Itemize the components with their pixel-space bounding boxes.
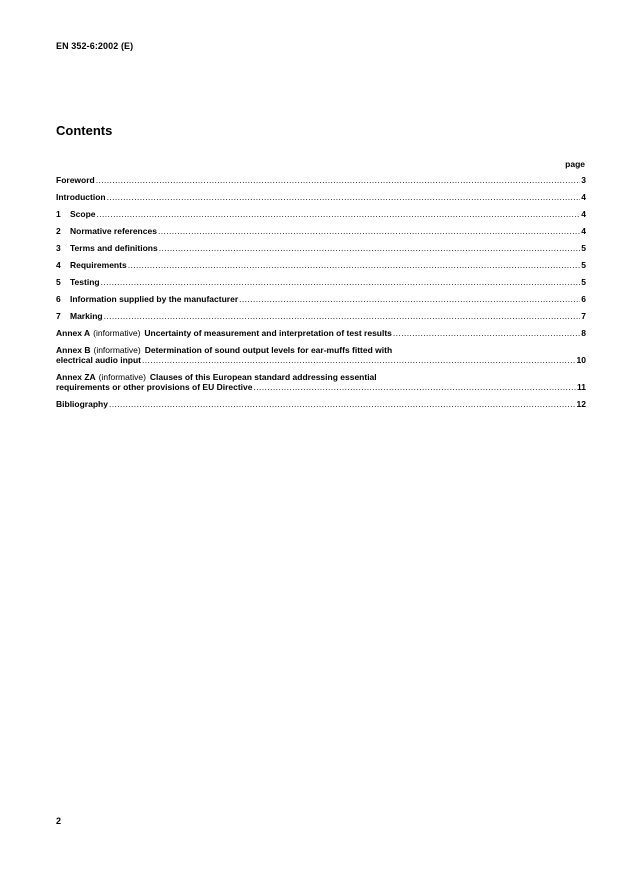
toc-entry-information-supplied[interactable] — [56, 294, 586, 304]
dot-leader — [104, 311, 581, 321]
toc-entry-label: Bibliography — [56, 399, 108, 409]
dot-leader — [254, 382, 577, 392]
annex-name: Annex ZA — [56, 372, 96, 382]
toc-entry-number: 6 — [56, 294, 61, 304]
toc-entry-number: 4 — [56, 260, 61, 270]
annex-title: Uncertainty of measurement and interpretation of test results — [144, 328, 392, 338]
toc-entry-number: 7 — [56, 311, 61, 321]
annex-title-line2: requirements or other provisions of EU Directive — [56, 382, 253, 392]
toc-entry-label: Testing — [70, 277, 100, 287]
dot-leader — [128, 260, 581, 270]
toc-entry-number: 3 — [56, 243, 61, 253]
dot-leader — [142, 355, 576, 365]
annex-title-line2: electrical audio input — [56, 355, 142, 365]
annex-qualifier: (informative) — [93, 345, 141, 355]
dot-leader — [393, 328, 580, 338]
toc-entry-label: Normative references — [70, 226, 157, 236]
toc-entry-number: 5 — [56, 277, 61, 287]
dot-leader — [158, 226, 580, 236]
toc-entry-scope[interactable] — [56, 209, 586, 219]
annex-heading-line — [56, 345, 586, 355]
toc-entry-page: 3 — [581, 175, 586, 185]
toc-entry-label: Introduction — [56, 192, 106, 202]
toc-entry-page: 11 — [577, 382, 586, 392]
annex-title: Determination of sound output levels for ear-muffs fitted with — [144, 345, 393, 355]
contents-title: Contents — [56, 123, 113, 138]
toc-entry-number: 1 — [56, 209, 61, 219]
toc-entry-marking[interactable] — [56, 311, 586, 321]
toc-entry-label: Scope — [70, 209, 96, 219]
annex-name: Annex A — [56, 328, 91, 338]
annex-title-continuation — [56, 355, 586, 365]
toc-entry-page: 6 — [581, 294, 586, 304]
toc-entry-normative-references[interactable] — [56, 226, 586, 236]
toc-entry-terms-and-definitions[interactable] — [56, 243, 586, 253]
toc-entry-page: 8 — [581, 328, 586, 338]
dot-leader — [239, 294, 580, 304]
toc-entry-page: 4 — [581, 192, 586, 202]
dot-leader — [109, 399, 576, 409]
annex-qualifier: (informative) — [93, 328, 141, 338]
toc-entry-label: Information supplied by the manufacturer — [70, 294, 239, 304]
dot-leader — [107, 192, 581, 202]
page-number: 2 — [56, 816, 62, 826]
toc-entry-page: 10 — [576, 355, 586, 365]
table-of-contents — [56, 175, 586, 416]
dot-leader — [101, 277, 581, 287]
toc-entry-page: 5 — [581, 260, 586, 270]
toc-entry-introduction[interactable] — [56, 192, 586, 202]
annex-title-continuation — [56, 382, 586, 392]
toc-entry-page: 7 — [581, 311, 586, 321]
toc-entry-page: 5 — [581, 243, 586, 253]
dot-leader — [97, 209, 581, 219]
toc-entry-annex-b[interactable] — [56, 345, 586, 365]
toc-entry-annex-za[interactable] — [56, 372, 586, 392]
toc-entry-label: Terms and definitions — [70, 243, 158, 253]
toc-entry-foreword[interactable] — [56, 175, 586, 185]
annex-heading-line — [56, 372, 586, 382]
toc-entry-label: Marking — [70, 311, 103, 321]
toc-entry-testing[interactable] — [56, 277, 586, 287]
toc-entry-page: 4 — [581, 209, 586, 219]
toc-entry-number: 2 — [56, 226, 61, 236]
toc-entry-page: 12 — [576, 399, 586, 409]
toc-entry-bibliography[interactable] — [56, 399, 586, 409]
toc-entry-page: 4 — [581, 226, 586, 236]
toc-entry-label: Foreword — [56, 175, 95, 185]
toc-entry-requirements[interactable] — [56, 260, 586, 270]
toc-entry-page: 5 — [581, 277, 586, 287]
page-column-label: page — [565, 159, 585, 169]
annex-name: Annex B — [56, 345, 91, 355]
dot-leader — [159, 243, 581, 253]
annex-qualifier: (informative) — [98, 372, 146, 382]
dot-leader — [96, 175, 581, 185]
toc-entry-annex-a[interactable] — [56, 328, 586, 338]
annex-title: Clauses of this European standard addressing essential — [149, 372, 377, 382]
document-id-header: EN 352-6:2002 (E) — [56, 41, 134, 51]
toc-entry-label: Requirements — [70, 260, 127, 270]
